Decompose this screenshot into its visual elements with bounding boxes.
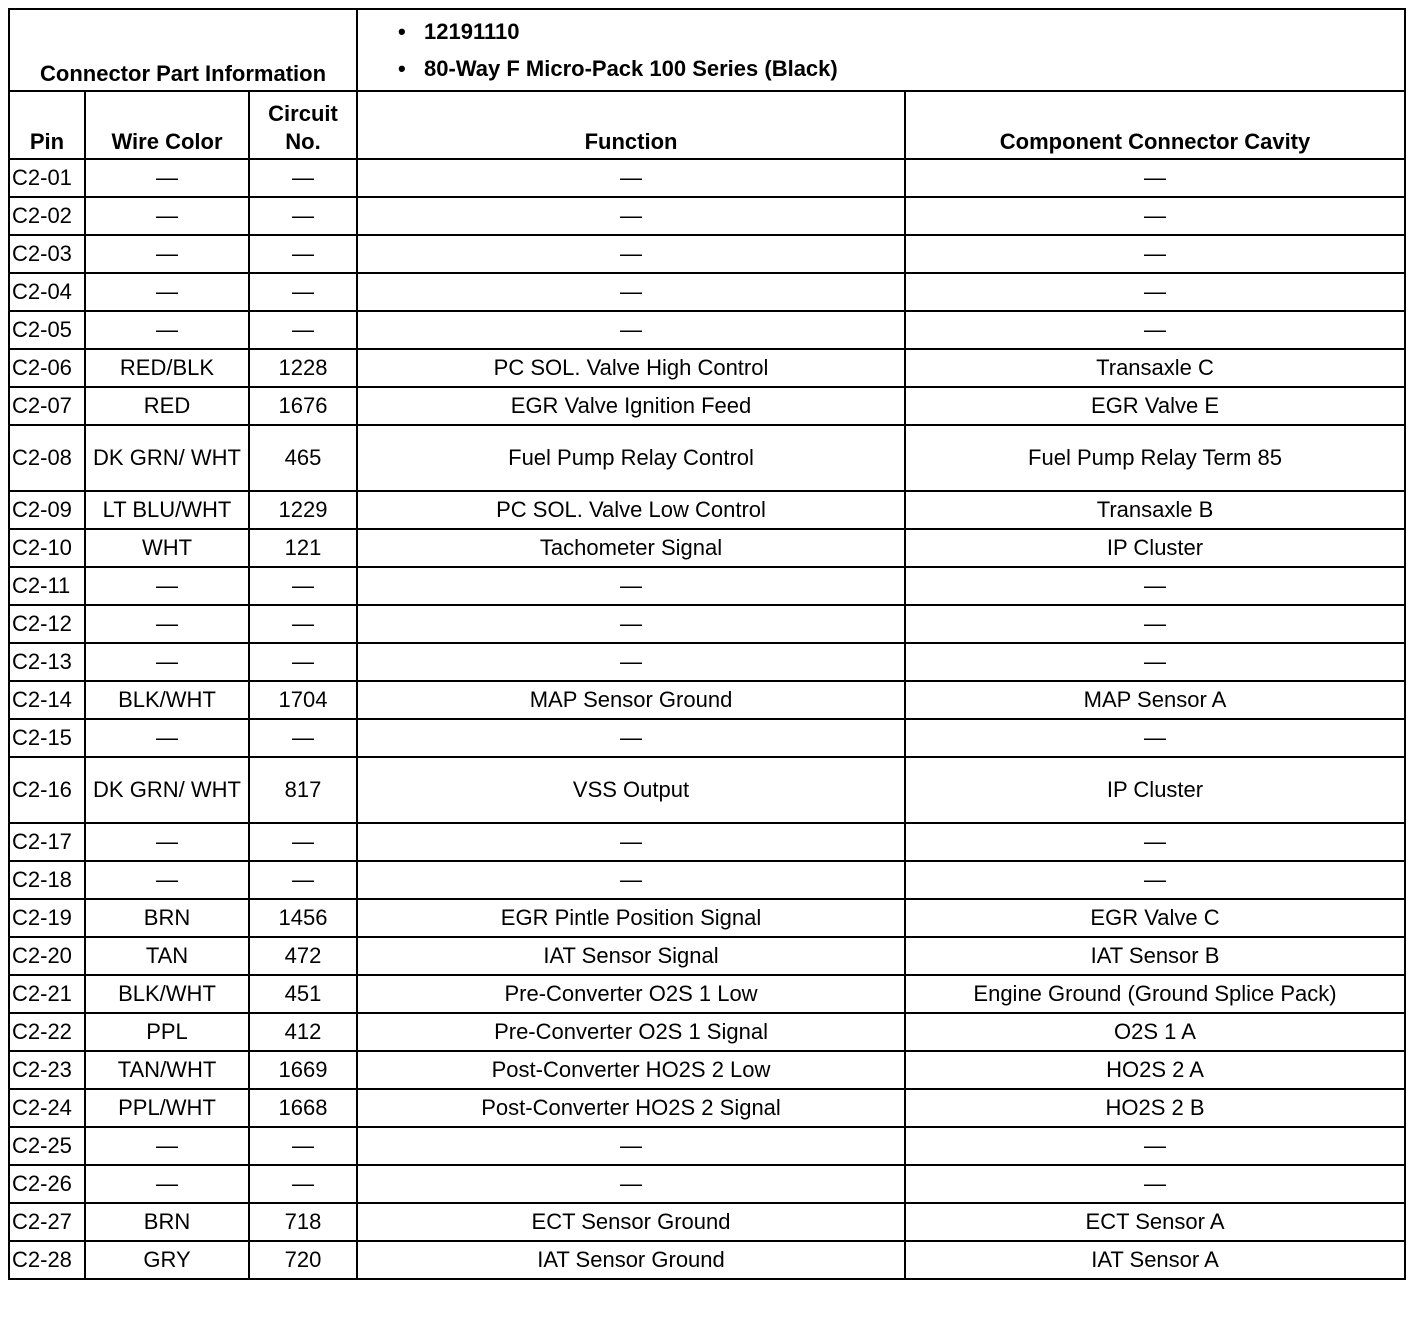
function-cell: Tachometer Signal — [357, 529, 905, 567]
cavity-cell: — — [905, 823, 1405, 861]
cavity-cell: HO2S 2 B — [905, 1089, 1405, 1127]
table-row — [9, 757, 1405, 823]
wire-color-cell: — — [85, 1127, 249, 1165]
circuit-number-cell: — — [249, 719, 357, 757]
wire-color-cell: — — [85, 1165, 249, 1203]
wire-color-cell: GRY — [85, 1241, 249, 1279]
cavity-cell: ECT Sensor A — [905, 1203, 1405, 1241]
wire-color-cell: — — [85, 235, 249, 273]
connector-info-item — [398, 53, 1404, 90]
table-row — [9, 1013, 1405, 1051]
cavity-cell: — — [905, 567, 1405, 605]
pin-rows — [9, 159, 1405, 1279]
function-cell: — — [357, 643, 905, 681]
cavity-cell: — — [905, 235, 1405, 273]
cavity-cell: MAP Sensor A — [905, 681, 1405, 719]
wire-color-cell: RED/BLK — [85, 349, 249, 387]
wire-color-cell: TAN/WHT — [85, 1051, 249, 1089]
circuit-number-cell: 817 — [249, 757, 357, 823]
wire-color-cell: — — [85, 197, 249, 235]
connector-table-sheet — [8, 8, 1404, 1280]
cavity-cell: — — [905, 1127, 1405, 1165]
circuit-number-cell: — — [249, 1127, 357, 1165]
circuit-number-cell: 472 — [249, 937, 357, 975]
pin-cell: C2-07 — [9, 387, 85, 425]
wire-color-cell: BRN — [85, 1203, 249, 1241]
wire-color-cell: — — [85, 861, 249, 899]
circuit-number-cell: 1668 — [249, 1089, 357, 1127]
cavity-cell: — — [905, 605, 1405, 643]
table-row — [9, 273, 1405, 311]
wire-color-cell: — — [85, 159, 249, 197]
function-cell: — — [357, 273, 905, 311]
cavity-cell: IAT Sensor B — [905, 937, 1405, 975]
function-cell: IAT Sensor Ground — [357, 1241, 905, 1279]
circuit-number-cell: 1676 — [249, 387, 357, 425]
cavity-cell: — — [905, 273, 1405, 311]
function-cell: — — [357, 605, 905, 643]
table-row — [9, 311, 1405, 349]
circuit-number-cell: 1229 — [249, 491, 357, 529]
cavity-cell: Transaxle C — [905, 349, 1405, 387]
function-cell: EGR Valve Ignition Feed — [357, 387, 905, 425]
function-cell: Pre-Converter O2S 1 Signal — [357, 1013, 905, 1051]
circuit-number-cell: 1228 — [249, 349, 357, 387]
table-row — [9, 1241, 1405, 1279]
circuit-number-cell: — — [249, 311, 357, 349]
pin-cell: C2-15 — [9, 719, 85, 757]
circuit-number-cell: — — [249, 235, 357, 273]
circuit-number-cell: — — [249, 159, 357, 197]
function-cell: ECT Sensor Ground — [357, 1203, 905, 1241]
function-cell: EGR Pintle Position Signal — [357, 899, 905, 937]
circuit-number-cell: — — [249, 197, 357, 235]
circuit-number-cell: — — [249, 605, 357, 643]
function-cell: MAP Sensor Ground — [357, 681, 905, 719]
wire-color-cell: DK GRN/ WHT — [85, 757, 249, 823]
pin-cell: C2-26 — [9, 1165, 85, 1203]
function-cell: Fuel Pump Relay Control — [357, 425, 905, 491]
circuit-number-cell: — — [249, 567, 357, 605]
table-row — [9, 861, 1405, 899]
pin-cell: C2-13 — [9, 643, 85, 681]
cavity-cell: — — [905, 197, 1405, 235]
wire-color-cell: — — [85, 643, 249, 681]
circuit-number-cell: — — [249, 861, 357, 899]
function-cell: — — [357, 861, 905, 899]
pin-cell: C2-18 — [9, 861, 85, 899]
table-row — [9, 235, 1405, 273]
function-cell: — — [357, 235, 905, 273]
circuit-number-cell: 1456 — [249, 899, 357, 937]
column-header-circuit — [249, 91, 357, 159]
pin-cell: C2-03 — [9, 235, 85, 273]
pin-cell: C2-16 — [9, 757, 85, 823]
circuit-number-cell: — — [249, 643, 357, 681]
bullet-icon: • — [398, 19, 406, 44]
function-cell: PC SOL. Valve Low Control — [357, 491, 905, 529]
function-cell: PC SOL. Valve High Control — [357, 349, 905, 387]
wire-color-cell: RED — [85, 387, 249, 425]
cavity-cell: — — [905, 159, 1405, 197]
pin-cell: C2-28 — [9, 1241, 85, 1279]
pin-cell: C2-01 — [9, 159, 85, 197]
function-cell: IAT Sensor Signal — [357, 937, 905, 975]
table-row — [9, 681, 1405, 719]
wire-color-cell: LT BLU/WHT — [85, 491, 249, 529]
circuit-number-cell: 451 — [249, 975, 357, 1013]
pin-cell: C2-04 — [9, 273, 85, 311]
wire-color-cell: — — [85, 567, 249, 605]
cavity-cell: O2S 1 A — [905, 1013, 1405, 1051]
circuit-number-cell: 465 — [249, 425, 357, 491]
table-row — [9, 529, 1405, 567]
wire-color-cell: WHT — [85, 529, 249, 567]
pin-cell: C2-08 — [9, 425, 85, 491]
cavity-cell: EGR Valve C — [905, 899, 1405, 937]
circuit-number-cell: 121 — [249, 529, 357, 567]
table-row — [9, 823, 1405, 861]
table-row — [9, 1165, 1405, 1203]
column-header-circuit-line1: Circuit — [268, 101, 338, 126]
cavity-cell: IP Cluster — [905, 757, 1405, 823]
pin-cell: C2-21 — [9, 975, 85, 1013]
column-header-wire-color: Wire Color — [85, 91, 249, 159]
connector-info-item — [398, 16, 1404, 53]
pin-cell: C2-25 — [9, 1127, 85, 1165]
function-cell: — — [357, 1165, 905, 1203]
connector-part-number: 12191110 — [424, 19, 520, 44]
column-header-cavity: Component Connector Cavity — [905, 91, 1405, 159]
table-row — [9, 197, 1405, 235]
column-header-circuit-line2: No. — [285, 129, 321, 154]
circuit-number-cell: 718 — [249, 1203, 357, 1241]
cavity-cell: Transaxle B — [905, 491, 1405, 529]
wire-color-cell: BLK/WHT — [85, 975, 249, 1013]
table-row — [9, 643, 1405, 681]
function-cell: — — [357, 159, 905, 197]
wire-color-cell: — — [85, 605, 249, 643]
wire-color-cell: — — [85, 273, 249, 311]
wire-color-cell: PPL/WHT — [85, 1089, 249, 1127]
circuit-number-cell: — — [249, 273, 357, 311]
table-row — [9, 491, 1405, 529]
connector-info-label: Connector Part Information — [9, 9, 357, 91]
table-row — [9, 899, 1405, 937]
connector-pinout-table — [8, 8, 1406, 1280]
circuit-number-cell: 1704 — [249, 681, 357, 719]
wire-color-cell: BLK/WHT — [85, 681, 249, 719]
function-cell: — — [357, 1127, 905, 1165]
pin-cell: C2-02 — [9, 197, 85, 235]
cavity-cell: IP Cluster — [905, 529, 1405, 567]
function-cell: — — [357, 823, 905, 861]
pin-cell: C2-23 — [9, 1051, 85, 1089]
function-cell: — — [357, 567, 905, 605]
pin-cell: C2-24 — [9, 1089, 85, 1127]
column-header-pin: Pin — [9, 91, 85, 159]
function-cell: VSS Output — [357, 757, 905, 823]
table-row — [9, 1089, 1405, 1127]
circuit-number-cell: 412 — [249, 1013, 357, 1051]
wire-color-cell: PPL — [85, 1013, 249, 1051]
connector-info-row — [9, 9, 1405, 91]
cavity-cell: Fuel Pump Relay Term 85 — [905, 425, 1405, 491]
function-cell: — — [357, 197, 905, 235]
wire-color-cell: DK GRN/ WHT — [85, 425, 249, 491]
wire-color-cell: — — [85, 823, 249, 861]
function-cell: — — [357, 719, 905, 757]
cavity-cell: EGR Valve E — [905, 387, 1405, 425]
wire-color-cell: BRN — [85, 899, 249, 937]
column-header-row — [9, 91, 1405, 159]
pin-cell: C2-20 — [9, 937, 85, 975]
function-cell: — — [357, 311, 905, 349]
pin-cell: C2-17 — [9, 823, 85, 861]
function-cell: Post-Converter HO2S 2 Signal — [357, 1089, 905, 1127]
pin-cell: C2-05 — [9, 311, 85, 349]
connector-description: 80-Way F Micro-Pack 100 Series (Black) — [424, 56, 838, 81]
function-cell: Pre-Converter O2S 1 Low — [357, 975, 905, 1013]
table-row — [9, 719, 1405, 757]
table-row — [9, 975, 1405, 1013]
table-row — [9, 605, 1405, 643]
circuit-number-cell: 720 — [249, 1241, 357, 1279]
table-row — [9, 1127, 1405, 1165]
cavity-cell: — — [905, 1165, 1405, 1203]
table-row — [9, 159, 1405, 197]
circuit-number-cell: — — [249, 823, 357, 861]
cavity-cell: — — [905, 861, 1405, 899]
pin-cell: C2-19 — [9, 899, 85, 937]
table-row — [9, 937, 1405, 975]
circuit-number-cell: — — [249, 1165, 357, 1203]
column-header-function: Function — [357, 91, 905, 159]
pin-cell: C2-12 — [9, 605, 85, 643]
wire-color-cell: — — [85, 311, 249, 349]
table-row — [9, 387, 1405, 425]
bullet-icon: • — [398, 56, 406, 81]
table-row — [9, 1051, 1405, 1089]
pin-cell: C2-10 — [9, 529, 85, 567]
circuit-number-cell: 1669 — [249, 1051, 357, 1089]
table-row — [9, 1203, 1405, 1241]
cavity-cell: HO2S 2 A — [905, 1051, 1405, 1089]
table-row — [9, 567, 1405, 605]
table-row — [9, 425, 1405, 491]
wire-color-cell: TAN — [85, 937, 249, 975]
pin-cell: C2-14 — [9, 681, 85, 719]
cavity-cell: IAT Sensor A — [905, 1241, 1405, 1279]
pin-cell: C2-06 — [9, 349, 85, 387]
cavity-cell: — — [905, 719, 1405, 757]
pin-cell: C2-09 — [9, 491, 85, 529]
cavity-cell: — — [905, 643, 1405, 681]
cavity-cell: Engine Ground (Ground Splice Pack) — [905, 975, 1405, 1013]
connector-info-list — [357, 9, 1405, 91]
wire-color-cell: — — [85, 719, 249, 757]
pin-cell: C2-22 — [9, 1013, 85, 1051]
pin-cell: C2-27 — [9, 1203, 85, 1241]
function-cell: Post-Converter HO2S 2 Low — [357, 1051, 905, 1089]
pin-cell: C2-11 — [9, 567, 85, 605]
cavity-cell: — — [905, 311, 1405, 349]
table-row — [9, 349, 1405, 387]
